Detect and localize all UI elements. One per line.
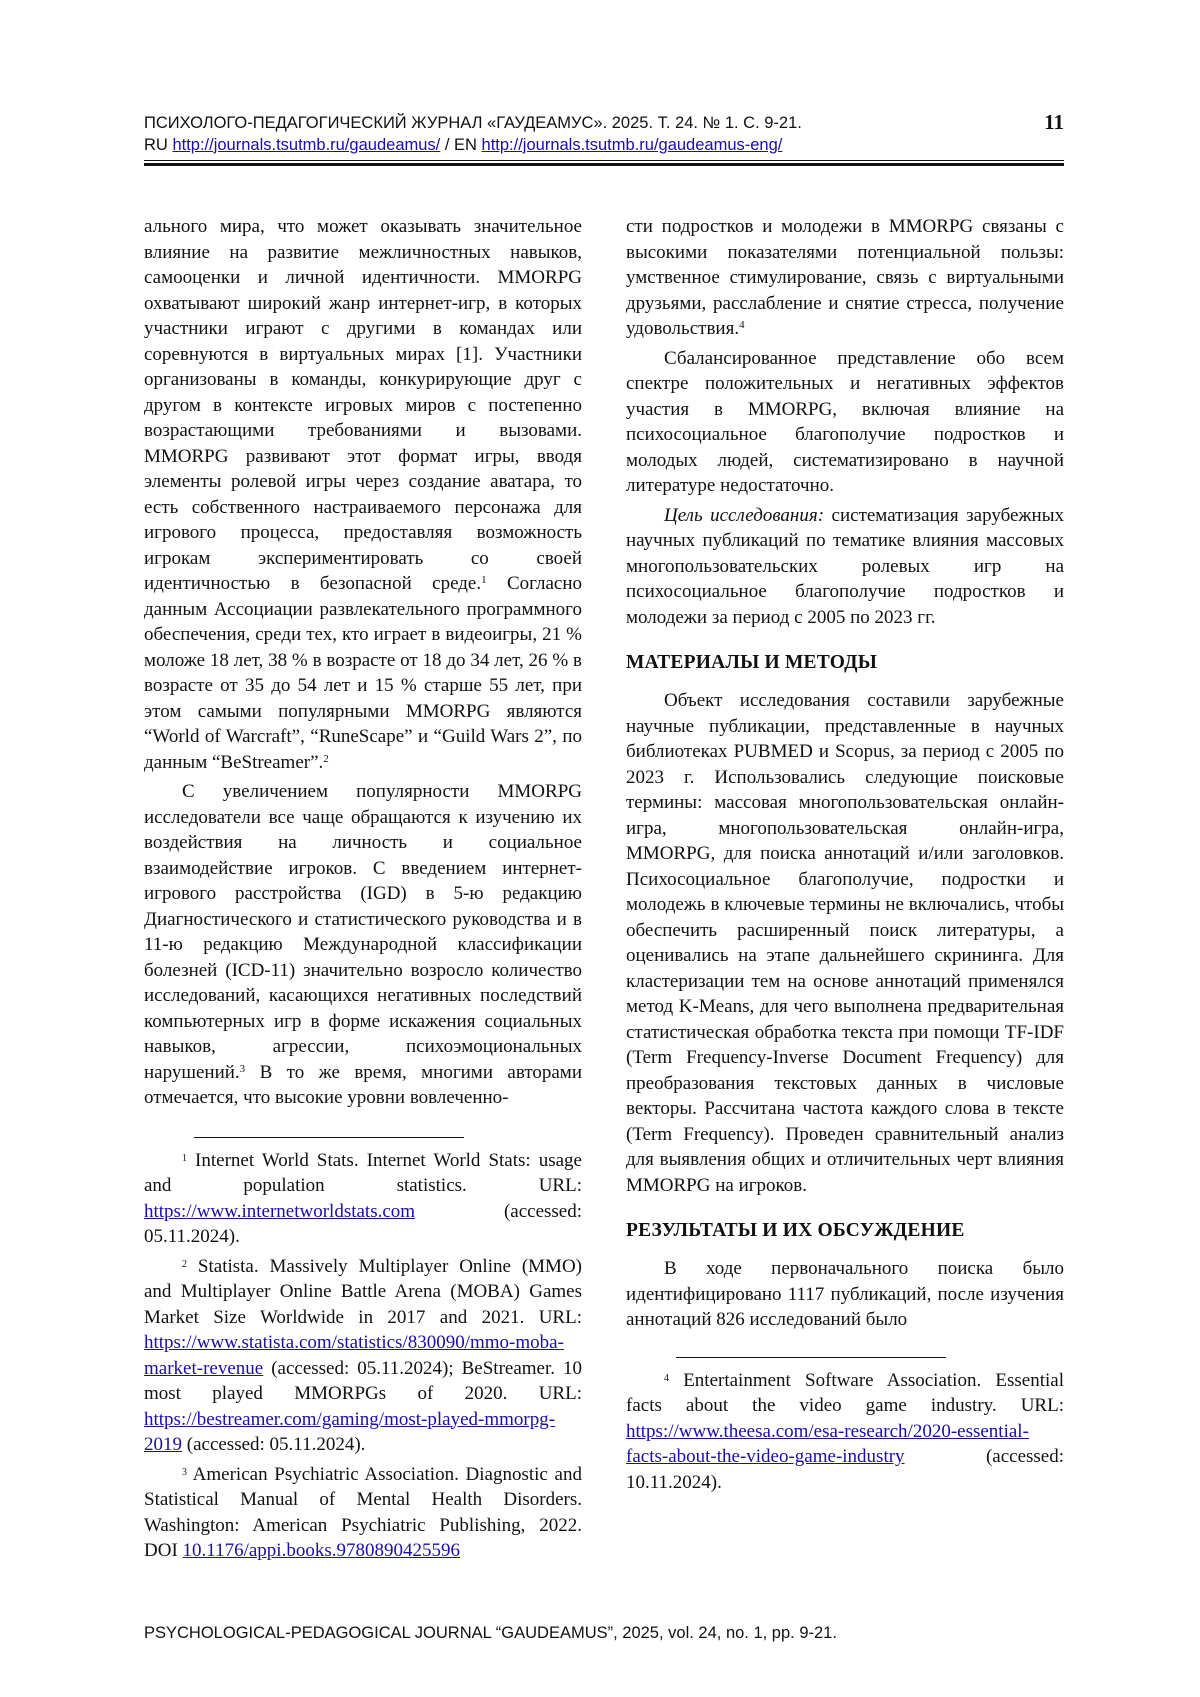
en-label: EN (454, 136, 477, 154)
right-paragraph-1 (626, 214, 1064, 342)
page-number: 11 (1044, 110, 1064, 134)
methods-paragraph: Объект исследования составили зарубежные научные публикации, представленные в научных библиотеках PUBMED и Scopus, за период с 2005 по 2023 г. Использовались следующие поисковые термины: массовая многопользовательская онлайн-игра, многопользовательская онлайн-игра, MMORPG, для поиска аннотаций и/или заголовков. Психосоциальное благополучие, подростки и молодежь в ключевые термины не включались, чтобы обеспечить расширенный поиск литературы, а оценивались на этапе дальнейшего скрининга. Для кластеризации тем на основе аннотаций применялся метод K-Means, для чего выполнена предварительная статистическая обработка текста при помощи TF-IDF (Term Frequency-Inverse Document Frequency) для преобразования текстовых данных в числовые векторы. Рассчитана частота каждого слова в тексте (Term Frequency). Проведен сравнительный анализ для выявления общих и отличительных черт влияния MMORPG на игроков. (626, 690, 1064, 1196)
footnote-2-number: 2 (182, 1258, 187, 1270)
left-paragraph-1-part-b: Согласно данным Ассоциации развлекательного программного обеспечения, среди тех, кто играет в видеоигры, 21 % моложе 18 лет, 38 % в возрасте от 18 до 34 лет, 26 % в возрасте от 35 до 54 лет и 15 % старше 55 лет, при этом самыми популярными MMORPG являются “World of Warcraft”, “RuneScape” и “Guild Wars 2”, по данным “BeStreamer”. (144, 573, 582, 773)
ru-label: RU (144, 136, 168, 154)
research-aim-paragraph (626, 503, 1064, 631)
right-paragraph-1-text: сти подростков и молодежи в MMORPG связаны с высокими показателями потенциальной пользы: умственное стимулирование, связь с виртуальными друзьями, расслабление и снятие стресса, получение удовольствия. (626, 216, 1064, 339)
footnote-4-link[interactable]: https://www.theesa.com/esa-research/2020-essential-facts-about-the-video-game-industry (626, 1420, 1029, 1467)
left-paragraph-2 (144, 779, 582, 1111)
header-rule-thin (144, 160, 1064, 161)
running-header (144, 112, 1064, 156)
footnote-3 (144, 1462, 582, 1564)
footnote-2-link-bestreamer[interactable]: https://bestreamer.com/gaming/most-played-mmorpg-2019 (144, 1408, 556, 1455)
footnote-4-text: Entertainment Software Association. Essential facts about the video game industry. URL: (626, 1369, 1064, 1416)
footnote-4 (626, 1368, 1064, 1496)
footnote-1 (144, 1148, 582, 1250)
footnote-separator-right (676, 1357, 946, 1358)
footnote-3-doi-link[interactable]: 10.1176/appi.books.9780890425596 (182, 1540, 460, 1561)
header-rule-thick (144, 163, 1064, 166)
section-title-results-discussion: РЕЗУЛЬТАТЫ И ИХ ОБСУЖДЕНИЕ (626, 1220, 965, 1241)
ru-journal-link[interactable]: http://journals.tsutmb.ru/gaudeamus/ (172, 136, 441, 154)
journal-citation-line: ПСИХОЛОГО-ПЕДАГОГИЧЕСКИЙ ЖУРНАЛ «ГАУДЕАМУС». 2025. Т. 24. № 1. С. 9-21. (144, 114, 802, 132)
running-footer: PSYCHOLOGICAL-PEDAGOGICAL JOURNAL “GAUDEAMUS”, 2025, vol. 24, no. 1, pp. 9-21. (144, 1624, 837, 1642)
footnote-ref-4[interactable]: 4 (739, 319, 745, 331)
section-title-materials-methods: МАТЕРИАЛЫ И МЕТОДЫ (626, 652, 878, 673)
footnote-2-accessed: (accessed: 05.11.2024). (182, 1434, 366, 1455)
left-paragraph-1-part-a: ального мира, что может оказывать значительное влияние на развитие межличностных навыков, самооценки и личной идентичности. MMORPG охватывают широкий жанр интернет-игр, в которых участники играют с другими в командах или соревнуются в виртуальных мирах [1]. Участники организованы в команды, конкурирующие друг с другом в контексте игровых миров с постепенно возрастающими требованиями и вызовами. MMORPG развивают этот формат игры, вводя элементы ролевой игры через создание аватара, то есть собственного настраиваемого персонажа для игрового процесса, предоставляя возможность игрокам экспериментировать со своей идентичностью в безопасной среде. (144, 216, 582, 594)
footnote-ref-2[interactable]: 2 (323, 752, 329, 765)
left-paragraph-2-part-b: В то же время, многими авторами отмечается, что высокие уровни вовлеченно- (144, 1061, 582, 1108)
footnote-1-text: Internet World Stats. Internet World Stats: usage and population statistics. URL: (144, 1149, 582, 1196)
footnote-2-text: Statista. Massively Multiplayer Online (MMO) and Multiplayer Online Battle Arena (MOBA) Games Market Size Worldwide in 2017 and 2021. URL: (144, 1255, 582, 1328)
footnote-4-accessed: (accessed: 10.11.2024). (626, 1446, 1064, 1493)
footnote-1-accessed: (accessed: 05.11.2024). (144, 1200, 582, 1247)
footnote-4-number: 4 (664, 1372, 669, 1384)
journal-links-line (144, 134, 1064, 156)
footnote-1-link[interactable]: https://www.internetworldstats.com (144, 1200, 416, 1222)
right-column (626, 214, 1064, 1499)
footnote-2 (144, 1254, 582, 1458)
footnote-2-middle: (accessed: 05.11.2024); BeStreamer. 10 most played MMORPGs of 2020. URL: (144, 1357, 582, 1404)
results-paragraph: В ходе первоначального поиска было идентифицировано 1117 публикаций, после изучения аннотаций 826 исследований было (626, 1258, 1064, 1330)
left-paragraph-2-part-a: С увеличением популярности MMORPG исследователи все чаще обращаются к изучению их воздействия на личность и социальное взаимодействие игроков. С введением интернет-игрового расстройства (IGD) в 5-ю редакцию Диагностического и статистического руководства и в 11-ю редакцию Международной классификации болезней (ICD-11) значительно возросло количество исследований, касающихся негативных последствий компьютерных игр в форме искажения социальных навыков, агрессии, психоэмоциональных нарушений. (144, 781, 582, 1083)
footnote-3-number: 3 (182, 1466, 187, 1478)
footnote-ref-3[interactable]: 3 (239, 1062, 246, 1075)
footnote-1-number: 1 (182, 1152, 187, 1164)
footnote-3-text: American Psychiatric Association. Diagnostic and Statistical Manual of Mental Health Disorders. Washington: American Psychiatric Publishing, 2022. DOI (144, 1463, 582, 1561)
left-paragraph-1 (144, 214, 582, 775)
footnote-separator-left (194, 1137, 464, 1138)
footnote-2-link-statista[interactable]: https://www.statista.com/statistics/830090/mmo-moba-market-revenue (144, 1332, 564, 1379)
right-paragraph-2: Сбалансированное представление обо всем спектре положительных и негативных эффектов участия в MMORPG, включая влияние на психосоциальное благополучие подростков и молодых людей, систематизировано в научной литературе недостаточно. (626, 347, 1064, 496)
research-aim-text: систематизация зарубежных научных публикаций по тематике влияния массовых многопользовательских ролевых игр на психосоциальное благополучие подростков и молодежи за период с 2005 по 2023 гг. (626, 504, 1064, 628)
research-aim-label: Цель исследования: (664, 504, 825, 526)
left-column (144, 214, 582, 1568)
footnote-ref-1[interactable]: 1 (481, 574, 487, 586)
en-journal-link[interactable]: http://journals.tsutmb.ru/gaudeamus-eng/ (481, 136, 783, 154)
link-separator: / (440, 136, 455, 154)
